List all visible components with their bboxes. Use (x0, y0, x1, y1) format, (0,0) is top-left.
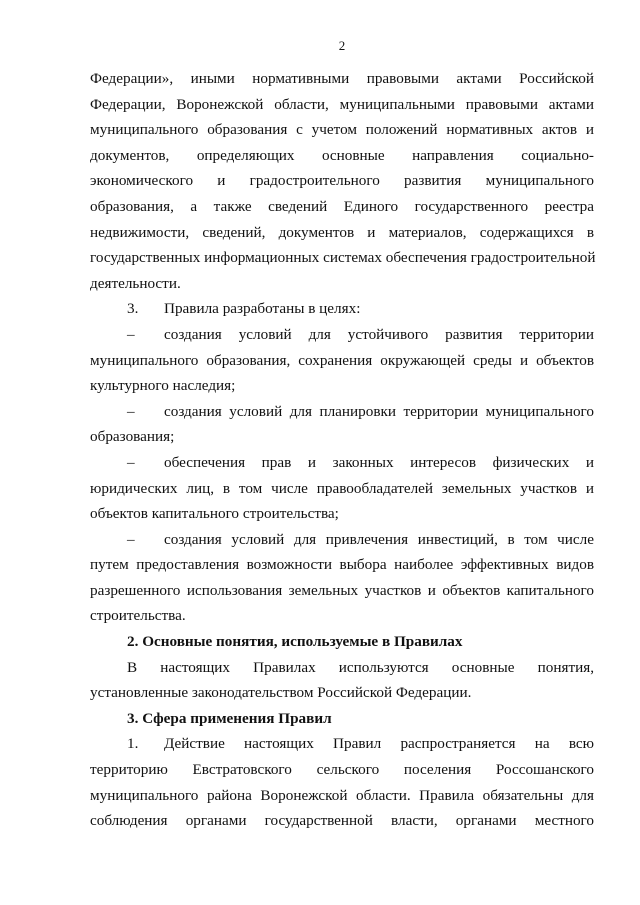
intro-line: государственных информационных системах обеспечения градостроительной (90, 249, 596, 267)
item-3-number: 3. (127, 300, 139, 318)
section-3-line: территорию Евстратовского сельского поселения Россошанского (90, 761, 594, 779)
intro-line: деятельности. (90, 274, 181, 292)
goals-list (90, 322, 594, 629)
goal-continuation-line: муниципального образования, сохранения окружающей среды и объектов (90, 351, 594, 369)
intro-line: муниципального образования с учетом положений нормативных актов и (90, 121, 594, 139)
intro-line: документов, определяющих основные направления социально- (90, 146, 594, 164)
goal-continuation-line: культурного наследия; (90, 377, 236, 395)
intro-line: Федерации, Воронежской области, муниципальными правовыми актами (90, 95, 594, 113)
goal-first-line: создания условий для привлечения инвестиций, в том числе (164, 530, 594, 548)
goal-continuation-line: объектов капитального строительства; (90, 505, 339, 523)
dash-bullet: – (127, 402, 135, 420)
section-2-line-1: В настоящих Правилах используются основные понятия, (127, 658, 594, 676)
goal-continuation-line: строительства. (90, 607, 186, 625)
goal-continuation-line: образования; (90, 428, 175, 446)
intro-line: Федерации», иными нормативными правовыми актами Российской (90, 70, 594, 87)
section-3-heading: 3. Сфера применения Правил (127, 709, 332, 727)
goal-continuation-line: юридических лиц, в том числе правообладателей земельных участков и (90, 479, 594, 497)
dash-bullet: – (127, 530, 135, 548)
goal-item (90, 527, 594, 553)
section-2-line-2: установленные законодательством Российской Федерации. (90, 684, 472, 702)
item-3 (90, 296, 594, 322)
document-body (90, 66, 594, 834)
dash-bullet: – (127, 325, 135, 343)
intro-line: недвижимости, сведений, документов и материалов, содержащихся в (90, 223, 594, 241)
section-3-item-1-number: 1. (127, 735, 139, 753)
intro-paragraph (90, 66, 594, 296)
section-3-line: муниципального района Воронежской области. Правила обязательны для (90, 786, 594, 804)
page-number: 2 (338, 38, 346, 53)
dash-bullet: – (127, 453, 135, 471)
item-3-text: Правила разработаны в целях: (164, 300, 361, 318)
intro-line: образования, а также сведений Единого государственного реестра (90, 197, 594, 215)
goal-item (90, 450, 594, 476)
section-3-item-1-continuation (90, 757, 594, 834)
goal-continuation-line: путем предоставления возможности выбора наиболее эффективных видов (90, 556, 594, 574)
goal-item (90, 322, 594, 348)
goal-first-line: создания условий для устойчивого развития территории (164, 325, 594, 343)
goal-first-line: обеспечения прав и законных интересов физических и (164, 453, 594, 471)
goal-continuation-line: разрешенного использования земельных участков и объектов капитального (90, 581, 594, 599)
section-3-line: соблюдения органами государственной власти, органами местного (90, 812, 594, 830)
section-2-heading: 2. Основные понятия, используемые в Правилах (127, 633, 463, 651)
goal-item (90, 399, 594, 425)
goal-first-line: создания условий для планировки территории муниципального (164, 402, 594, 420)
section-3-item-1-first-line: Действие настоящих Правил распространяется на всю (164, 735, 594, 753)
intro-line: экономического и градостроительного развития муниципального (90, 172, 594, 190)
section-3-item-1 (90, 731, 594, 757)
